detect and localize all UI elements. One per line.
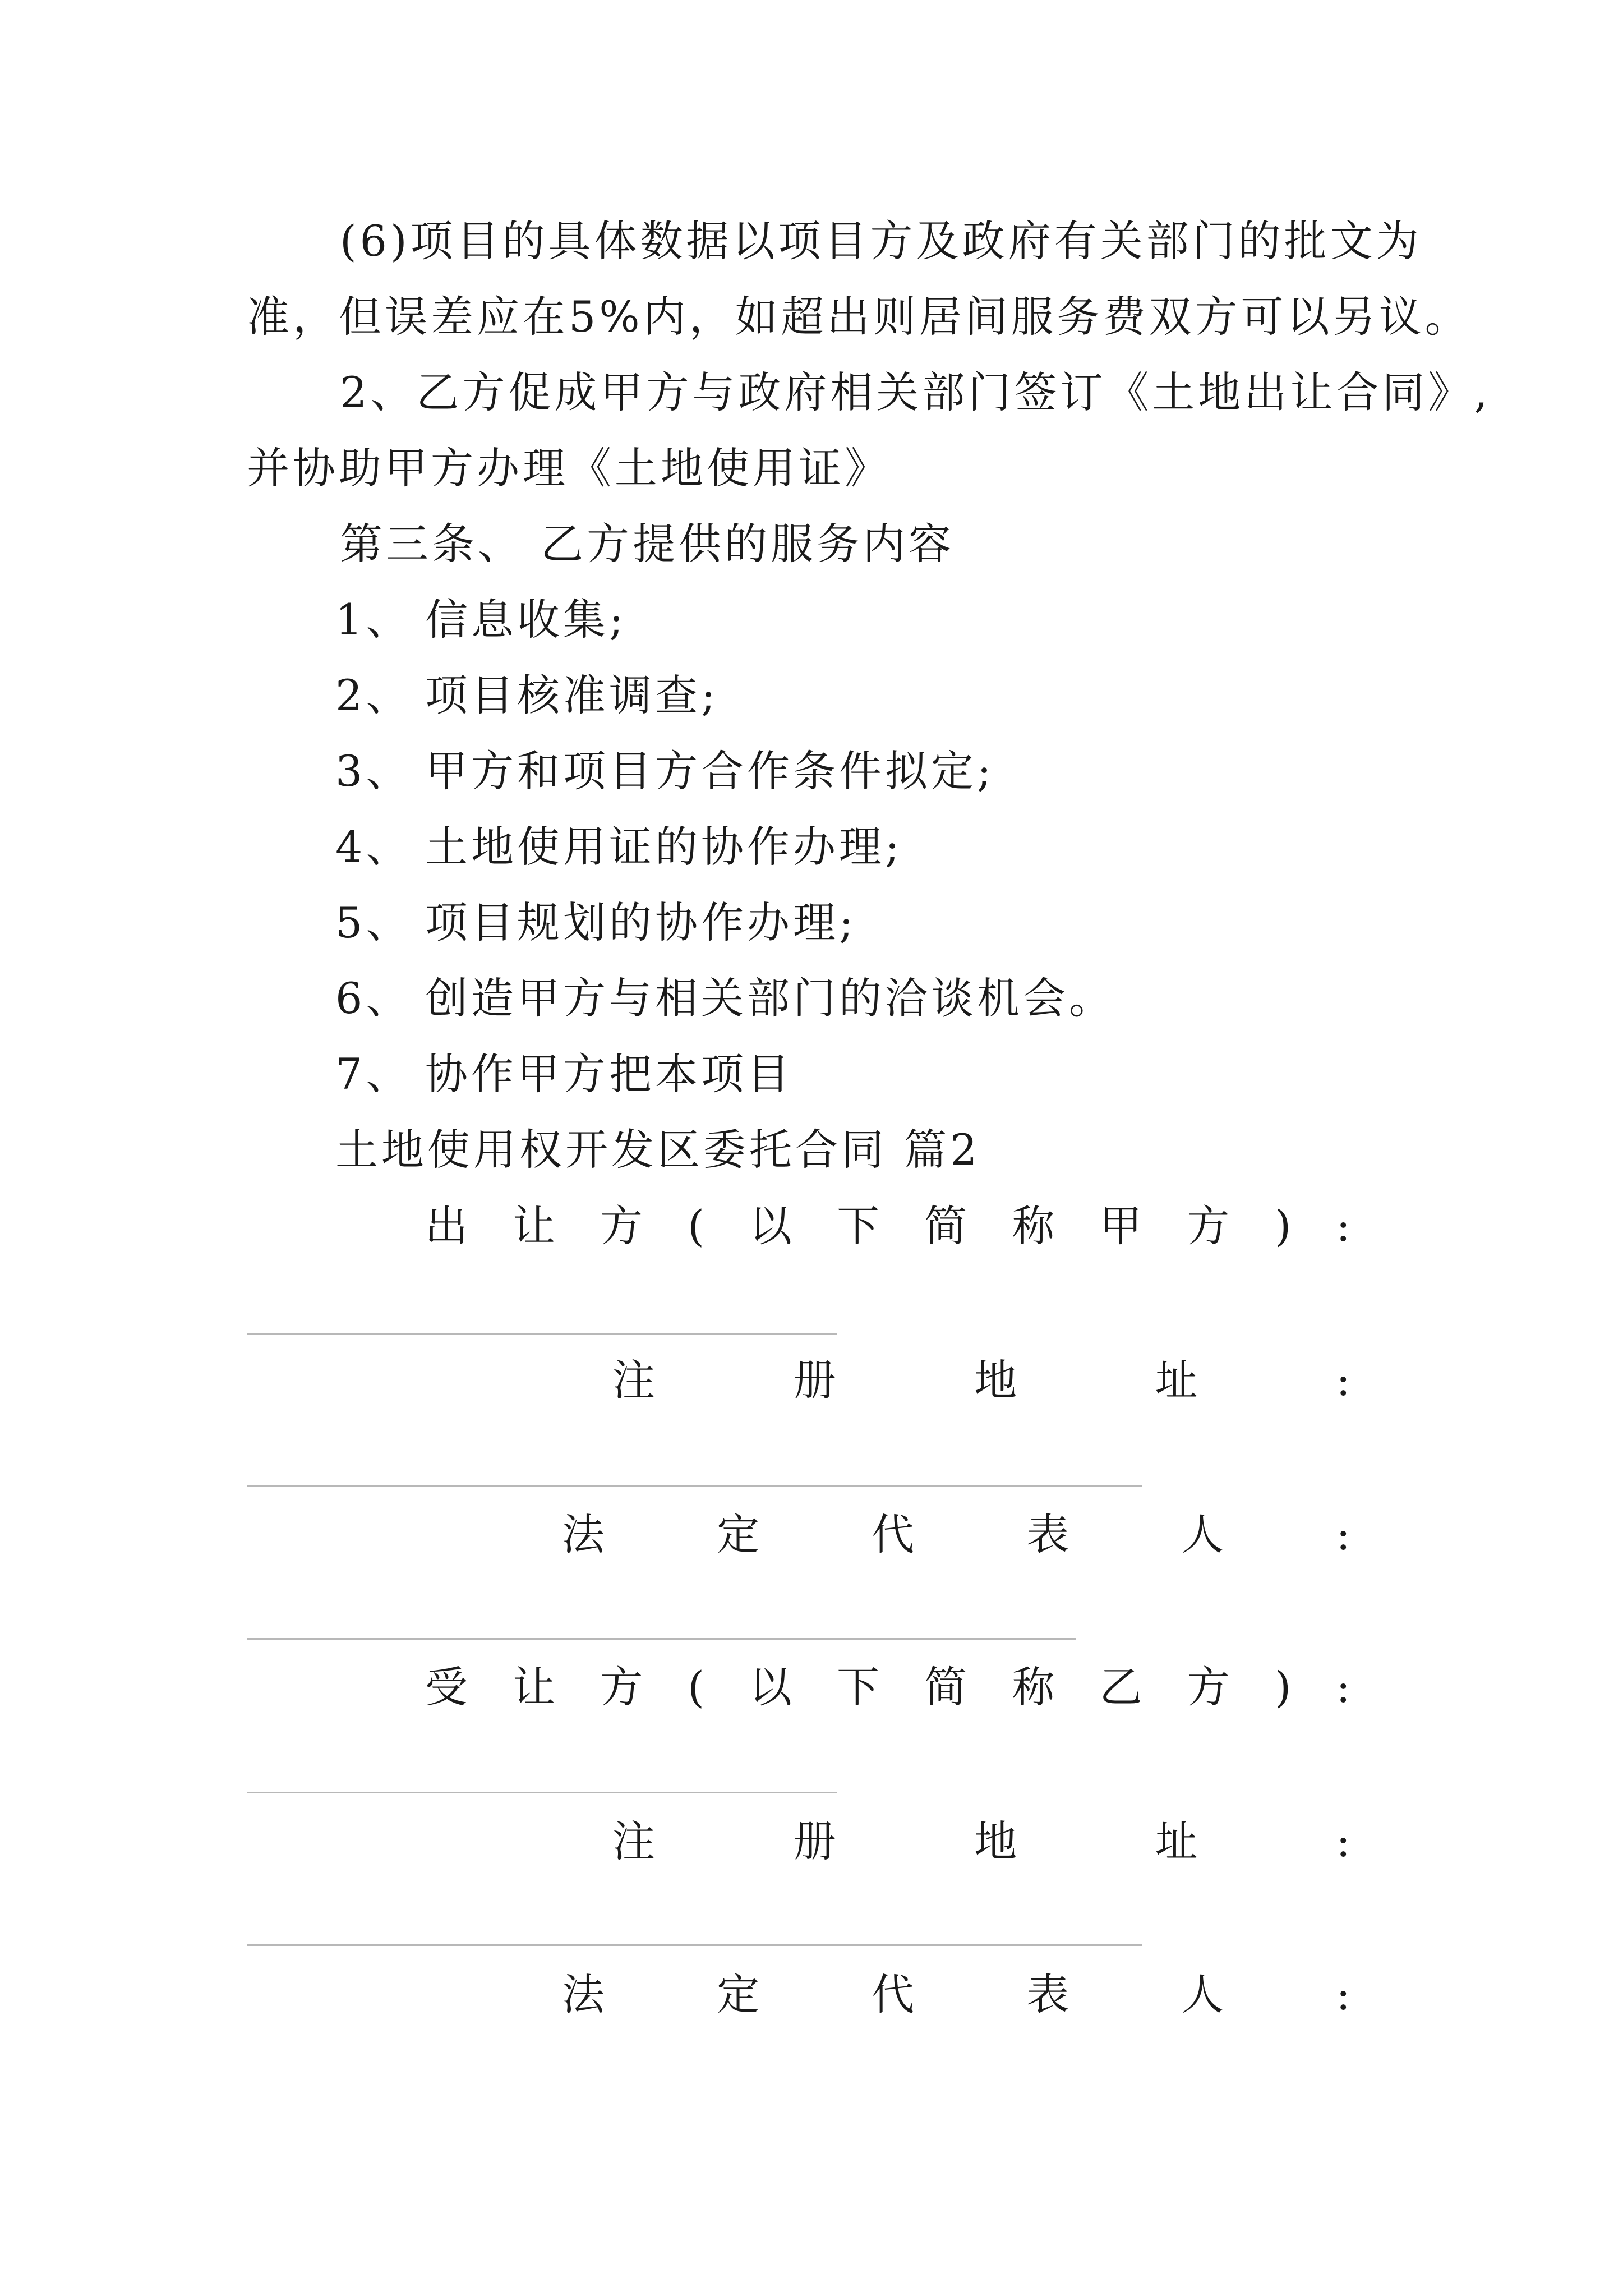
field-char: ( (688, 1662, 704, 1712)
field-char: 址 (1155, 1816, 1198, 1866)
list-item-number: 7、 (335, 1049, 412, 1099)
field-char: 方 (1187, 1201, 1230, 1251)
address-field-label (612, 1355, 1350, 1405)
list-item: 项目核准调查; (425, 670, 719, 720)
field-char: 以 (749, 1201, 792, 1251)
field-char: : (1336, 1816, 1350, 1866)
field-char: 表 (1026, 1510, 1069, 1559)
field-char: ( (688, 1201, 704, 1251)
fill-in-blank-line (247, 1485, 1142, 1487)
section-title: 土地使用权开发区委托合同 篇2 (335, 1125, 981, 1175)
paragraph-line: 2、乙方促成甲方与政府相关部门签订《土地出让合同》, (340, 367, 1491, 417)
fill-in-blank-line (247, 1333, 837, 1335)
field-char: 册 (793, 1816, 836, 1866)
legal-representative-field-label (562, 1970, 1350, 2019)
field-char: : (1336, 1201, 1350, 1251)
field-char: 出 (425, 1201, 468, 1251)
field-char: 方 (1187, 1662, 1230, 1712)
list-item-number: 1、 (335, 595, 412, 645)
paragraph-line: 准，但误差应在5%内，如超出则居间服务费双方可以另议。 (247, 292, 1471, 342)
field-char: 地 (974, 1816, 1017, 1866)
field-char: 人 (1181, 1970, 1224, 2019)
field-char: 方 (600, 1201, 643, 1251)
field-char: : (1336, 1970, 1350, 2019)
field-char: 甲 (1099, 1201, 1142, 1251)
paragraph-line: (6)项目的具体数据以项目方及政府有关部门的批文为 (340, 216, 1422, 266)
list-item-number: 3、 (335, 746, 412, 796)
transferee-field-label (425, 1662, 1350, 1712)
address-field-label (612, 1816, 1350, 1866)
field-char: 称 (1012, 1662, 1055, 1712)
field-char: 注 (612, 1355, 655, 1405)
fill-in-blank-line (247, 1792, 837, 1793)
transferor-field-label (425, 1201, 1350, 1251)
field-char: 注 (612, 1816, 655, 1866)
list-item-number: 4、 (335, 822, 412, 872)
field-char: 代 (872, 1510, 915, 1559)
field-char: ) (1274, 1662, 1292, 1712)
field-char: 让 (513, 1201, 556, 1251)
list-item-number: 6、 (335, 973, 412, 1023)
field-char: 定 (717, 1970, 760, 2019)
field-char: 让 (513, 1662, 556, 1712)
field-char: 人 (1181, 1510, 1224, 1559)
fill-in-blank-line (247, 1638, 1076, 1640)
field-char: 以 (749, 1662, 792, 1712)
paragraph-line: 并协助甲方办理《土地使用证》 (247, 443, 891, 493)
field-char: 受 (425, 1662, 468, 1712)
field-char: 地 (974, 1355, 1017, 1405)
field-char: 址 (1155, 1355, 1198, 1405)
field-char: 册 (793, 1355, 836, 1405)
fill-in-blank-line (247, 1944, 1142, 1946)
legal-representative-field-label (562, 1510, 1350, 1559)
field-char: : (1336, 1355, 1350, 1405)
list-item: 土地使用证的协作办理; (425, 822, 903, 872)
field-char: ) (1274, 1201, 1292, 1251)
field-char: 方 (600, 1662, 643, 1712)
list-item: 甲方和项目方合作条件拟定; (425, 746, 995, 796)
field-char: 定 (717, 1510, 760, 1559)
field-char: 下 (837, 1201, 880, 1251)
list-item: 创造甲方与相关部门的洽谈机会。 (425, 973, 1115, 1023)
list-item-number: 5、 (335, 898, 412, 947)
field-char: : (1336, 1662, 1350, 1712)
field-char: 下 (837, 1662, 880, 1712)
field-char: 表 (1026, 1970, 1069, 2019)
field-char: 代 (872, 1970, 915, 2019)
list-item: 项目规划的协作办理; (425, 898, 857, 947)
field-char: : (1336, 1510, 1350, 1559)
field-char: 简 (924, 1662, 967, 1712)
field-char: 法 (562, 1510, 605, 1559)
field-char: 简 (924, 1201, 967, 1251)
list-item: 信息收集; (425, 595, 627, 645)
article-heading: 第三条、 乙方提供的服务内容 (340, 519, 955, 569)
field-char: 法 (562, 1970, 605, 2019)
field-char: 乙 (1099, 1662, 1142, 1712)
list-item-number: 2、 (335, 670, 412, 720)
field-char: 称 (1012, 1201, 1055, 1251)
list-item: 协作甲方把本项目 (425, 1049, 793, 1099)
